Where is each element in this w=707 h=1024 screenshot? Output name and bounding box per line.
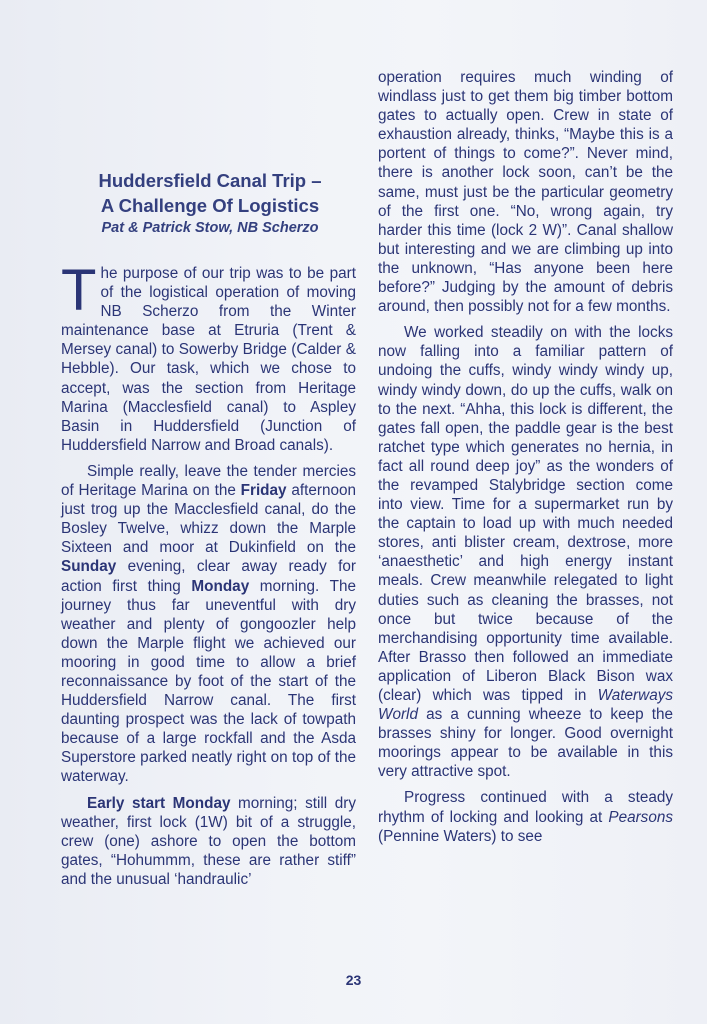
bold-day-sunday: Sunday <box>61 558 117 576</box>
text-run: (Pennine Waters) to see <box>378 827 543 845</box>
article-title-line-1: Huddersfield Canal Trip – <box>98 170 322 191</box>
text-run: morning. The journey thus far uneventful with dry weather and plenty of gongoozler help down the Marple flight we achieved our mooring in good time to allow a brief reconnaissance by foot of the start of the Huddersfield Narrow canal. The first daunting prospect was the lack of towpath because of a large rockfall and the Asda Superstore parked neatly right on top of the waterway. <box>61 577 356 786</box>
paragraph-worked-steadily <box>378 323 673 781</box>
text-run: We worked steadily on with the locks now falling into a familiar pattern of undoing the cuffs, windy windy windy up, windy windy down, do up the cuffs, walk on to the next. “Ahha, this lock is different, the gates fall open, the paddle gear is the best ratchet type which generates no hernia, in fact all round deep joy” as the wonders of the revamped Stalybridge section come into view. Time for a supermarket run by the captain to load up with much needed stores, anti blister cream, dextrose, more ‘anaesthetic’ and high energy instant meals. Crew meanwhile relegated to light duties such as cleaning the brasses, not once but twice because of the merchandising opportunity time available. After Brasso then followed an immediate application of Liberon Black Bison wax (clear) which was tipped in <box>378 324 673 704</box>
text-run: morning; still dry weather, first lock (1W) bit of a struggle, crew (one) ashore to open the bottom gates, “Hohummm, these are rather stiff” and the unusual ‘handraulic’ <box>61 794 357 888</box>
paragraph-intro-text: he purpose of our trip was to be part of the logistical operation of moving NB Scherzo from the Winter maintenance base at Etruria (Trent & Mersey canal) to Sowerby Bridge (Calder & Hebble). Our task, which we chose to accept, was the section from Heritage Marina (Macclesfield canal) to Aspley Basin in Huddersfield (Junction of Huddersfield Narrow and Broad canals). <box>61 265 356 454</box>
right-column <box>378 68 673 846</box>
paragraph-continued: operation requires much winding of windlass just to get them big timber bottom gates to actually open. Crew in state of exhaustion already, thinks, “Maybe this is a portent of things to come?”. Never mind, there is another lock soon, can’t be the same, must just be the particular geometry of the first one. “No, wrong again, try harder this time (lock 2 W)”. Canal shallow but interesting and we are climbing up into the unknown, “Has anyone been here before?” Judging by the amount of debris around, then possibly not for a few months. <box>378 69 673 316</box>
text-run: afternoon just trog up the Macclesfield canal, do the Bosley Twelve, whizz down the Marple Sixteen and moor at Dukinfield on the <box>61 482 356 557</box>
paragraph-early-start <box>61 794 356 889</box>
text-run: as a cunning wheeze to keep the brasses shiny for longer. Good overnight moorings appear to be available in this very attractive spot. <box>378 706 673 781</box>
text-run: Progress continued with a steady rhythm of locking and looking at <box>378 789 673 826</box>
bold-early-start: Early start Monday <box>87 794 231 812</box>
bold-day-monday: Monday <box>191 577 250 595</box>
article-title-line-2: A Challenge Of Logistics <box>100 195 320 216</box>
left-column <box>61 258 357 889</box>
article-title <box>60 168 360 218</box>
italic-publication: Waterways World <box>378 687 673 724</box>
paragraph-simple-really <box>61 462 356 787</box>
bold-day-friday: Friday <box>240 482 287 500</box>
text-run: evening, clear away ready for action first thing <box>61 558 356 595</box>
italic-guide-name: Pearsons <box>608 808 673 826</box>
drop-cap: T <box>61 258 97 323</box>
article-byline: Pat & Patrick Stow, NB Scherzo <box>101 220 319 236</box>
text-run: Simple really, leave the tender mercies of Heritage Marina on the <box>61 462 356 500</box>
paragraph-progress <box>378 788 673 845</box>
page-number: 23 <box>345 972 362 988</box>
paragraph-intro <box>61 258 356 455</box>
